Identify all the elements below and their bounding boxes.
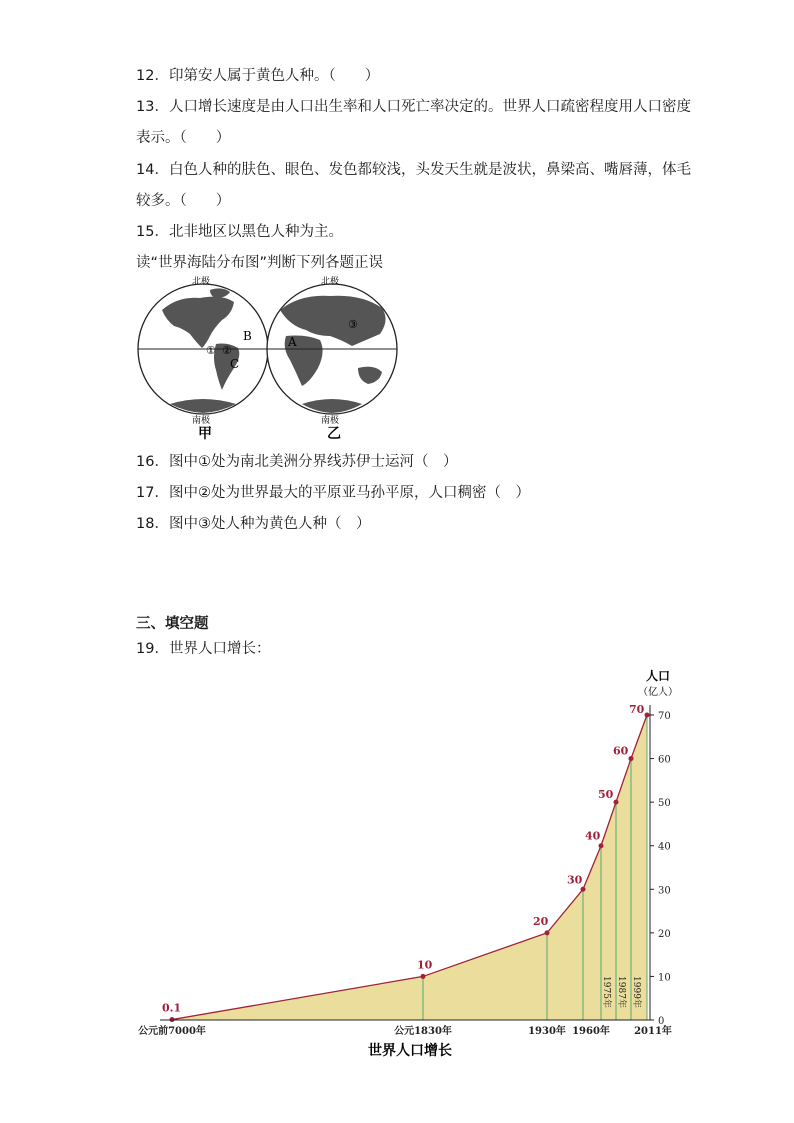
question-14-line-1: 14．白色人种的肤色、眼色、发色都较浅，头发天生就是波状，鼻梁高、嘴唇薄，体毛 [136, 162, 691, 178]
question-13-line-2: 表示。（ ） [136, 130, 231, 146]
map-label-3: ③ [348, 318, 358, 331]
map-intro: 读“世界海陆分布图”判断下列各题正误 [136, 255, 384, 271]
data-label: 60 [613, 744, 629, 758]
western-hemisphere [138, 276, 268, 442]
x-tick-label: 2011年 [634, 1026, 672, 1037]
chart-title: 世界人口增长 [368, 1043, 452, 1059]
map-right-south: 南极 [321, 416, 340, 426]
y-tick-label: 0 [658, 1016, 665, 1027]
data-point [645, 713, 650, 718]
question-19: 19．世界人口增长： [136, 641, 271, 657]
data-point [629, 756, 634, 761]
world-map-svg [130, 276, 410, 446]
question-14-line-2: 较多。（ ） [136, 193, 231, 209]
y-tick-label: 50 [658, 798, 671, 810]
y-tick-label: 40 [658, 841, 671, 853]
section-title: 三、填空题 [136, 616, 209, 632]
map-label-2: ② [222, 344, 232, 357]
data-point [421, 974, 426, 979]
map-label-b: B [243, 329, 252, 343]
question-16: 16．图中①处为南北美洲分界线苏伊士运河（ ） [136, 454, 458, 470]
data-point [545, 930, 550, 935]
population-chart [130, 665, 690, 1065]
map-right-north: 北极 [321, 277, 340, 287]
year-label: 1987年 [616, 976, 626, 1008]
y-axis-label: 人口 [645, 669, 671, 683]
eastern-hemisphere [267, 276, 397, 442]
map-right-caption: 乙 [327, 426, 341, 442]
y-tick-label: 70 [658, 711, 671, 722]
x-tick-label: 1930年 [528, 1026, 566, 1037]
year-label: 1999年 [631, 976, 641, 1008]
x-tick-label: 公元前7000年 [138, 1026, 206, 1037]
map-left-south: 南极 [192, 416, 211, 426]
map-label-1: ① [206, 344, 216, 357]
y-tick-label: 10 [658, 972, 671, 984]
year-label: 1975年 [601, 976, 611, 1008]
question-12-line-1: 12．印第安人属于黄色人种。（ ） [136, 68, 380, 84]
population-chart-svg [130, 665, 690, 1065]
data-point [581, 887, 586, 892]
map-left-caption: 甲 [198, 426, 212, 442]
data-point [599, 843, 604, 848]
question-15-line-1: 15．北非地区以黑色人种为主。 [136, 224, 343, 240]
x-tick-label: 1960年 [572, 1026, 610, 1037]
y-tick-label: 20 [658, 928, 671, 940]
question-18: 18．图中③处人种为黄色人种（ ） [136, 516, 371, 532]
data-label: 30 [567, 873, 583, 887]
data-label: 70 [629, 703, 645, 716]
data-label: 0.1 [162, 1001, 182, 1015]
y-axis-unit: （亿人） [638, 687, 678, 698]
map-label-c: C [230, 357, 240, 371]
data-label: 10 [417, 958, 433, 972]
data-point [614, 800, 619, 805]
x-tick-label: 公元1830年 [394, 1026, 452, 1037]
data-label: 20 [533, 914, 549, 928]
question-13-line-1: 13．人口增长速度是由人口出生率和人口死亡率决定的。世界人口疏密程度用人口密度 [136, 99, 691, 115]
y-tick-label: 60 [658, 754, 671, 766]
population-area [172, 715, 647, 1020]
y-tick-label: 30 [658, 885, 671, 897]
map-label-a: A [288, 335, 297, 349]
data-label: 40 [585, 829, 601, 843]
map-left-north: 北极 [192, 277, 211, 287]
world-map-figure [130, 276, 410, 446]
question-17: 17．图中②处为世界最大的平原亚马孙平原，人口稠密（ ） [136, 485, 530, 501]
data-label: 50 [598, 788, 614, 802]
